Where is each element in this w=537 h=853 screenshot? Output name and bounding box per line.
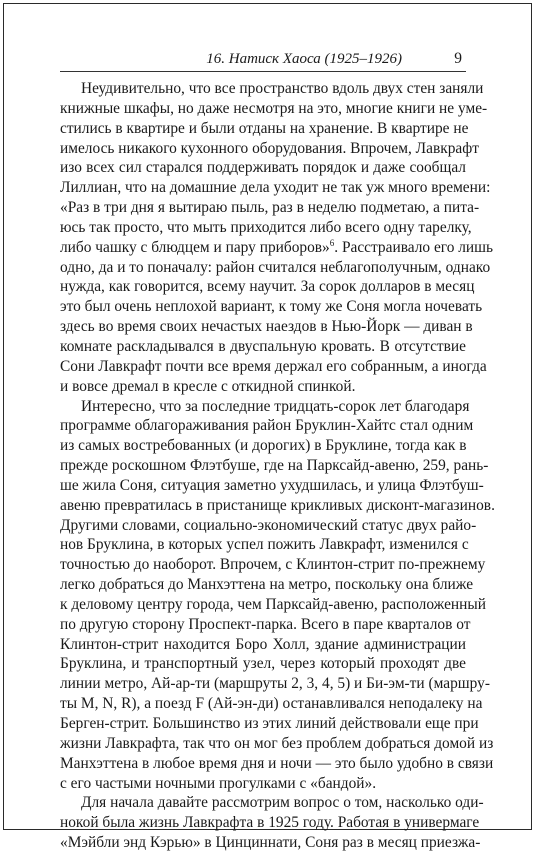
text-line: точностью до наоборот. Впрочем, с Клинтон-стрит по-прежнему bbox=[60, 556, 486, 574]
text-line: Сони Лавкрафт почти все время держал его собранным, а иногда bbox=[60, 357, 487, 375]
text-line: прежде роскошном Флэтбуше, где на Парксайд-авеню, 259, рань- bbox=[60, 457, 489, 475]
text-line: по другую сторону Проспект-парка. Всего в паре кварталов от bbox=[60, 615, 471, 633]
text-line: имелось никакого кухонного оборудования. Впрочем, Лавкрафт bbox=[60, 139, 479, 157]
text-line: Другими словами, социально-экономический статус двух райо- bbox=[60, 516, 477, 534]
text-line: жизни Лавкрафта, так что он мог без проблем добраться домой из bbox=[60, 734, 494, 752]
text-line: нов Бруклина, в которых успел пожить Лавкрафт, изменился с bbox=[60, 536, 469, 554]
text-line: комнате раскладывался в двуспальную кровать. В отсутствие bbox=[60, 337, 466, 355]
footnote-mark: 6 bbox=[329, 237, 335, 248]
text-line: «Мэйбли энд Кэрью» в Цинциннати, Соня раз в месяц приезжа- bbox=[60, 834, 481, 852]
text-line: Интересно, что за последние тридцать-сорок лет благодаря bbox=[81, 397, 470, 415]
text-line: стились в квартире и были отданы на хранение. В квартире не bbox=[60, 119, 469, 137]
text-line: это был очень неплохой вариант, к тому же Соня могла ночевать bbox=[60, 298, 483, 316]
text-fragment: . Расстраивало его лишь bbox=[334, 238, 494, 256]
running-header bbox=[60, 50, 466, 72]
text-line: нокой была жизнь Лавкрафта в 1925 году. Работая в универмаге bbox=[60, 814, 480, 832]
text-line: из самых востребованных (и дорогих) в Бруклине, тогда как в bbox=[60, 437, 467, 455]
text-line: юсь так просто, что мыть приходится либо всего одну тарелку, bbox=[60, 218, 472, 236]
text-line: авеню превратилась в пристанище крикливых дисконт-магазинов. bbox=[60, 496, 495, 514]
text-line: здесь во время своих нечастых наездов в Нью-Йорк — диван в bbox=[60, 318, 473, 336]
text-line: Манхэттена в любое время дня и ночи — это было удобно в связи bbox=[60, 754, 494, 772]
text-line: к деловому центру города, чем Парксайд-авеню, расположенный bbox=[60, 595, 486, 613]
text-line: Для начала давайте рассмотрим вопрос о том, насколько оди- bbox=[81, 794, 484, 812]
text-line: «Раз в три дня я вытираю пыль, раз в неделю подметаю, а пита- bbox=[60, 199, 480, 217]
text-line: одно, да и то поначалу: район считался неблагополучным, однако bbox=[60, 258, 491, 276]
text-line-with-footnote bbox=[60, 237, 494, 258]
text-line: нужда, как говорится, всему научит. За сорок долларов в месяц bbox=[60, 278, 475, 296]
text-fragment: либо чашку с блюдцем и пару приборов» bbox=[60, 238, 330, 256]
text-line: Бруклина, и транспортный узел, через который проходят две bbox=[60, 655, 466, 673]
text-line: Неудивительно, что все пространство вдоль двух стен заняли bbox=[81, 80, 484, 97]
text-line: линии метро, Ай-ар-ти (маршруты 2, 3, 4, 5) и Би-эм-ти (маршру- bbox=[60, 675, 490, 693]
running-title: 16. Натиск Хаоса (1925–1926) bbox=[206, 51, 402, 67]
text-line: Клинтон-стрит находится Боро Холл, здание администрации bbox=[60, 635, 466, 653]
text-line: программе облагораживания район Бруклин-Хайтс стал одним bbox=[60, 417, 474, 435]
text-line: Лиллиан, что на домашние дела уходит не так уж много времени: bbox=[60, 179, 491, 197]
text-line: и вовсе дремал в кресле с откидной спинкой. bbox=[60, 377, 356, 395]
page-number: 9 bbox=[454, 50, 462, 67]
text-line: ты M, N, R), а поезд F (Ай-эн-ди) останавливался неподалеку на bbox=[60, 695, 483, 713]
text-line: книжные шкафы, но даже несмотря на это, многие книги не уме- bbox=[60, 99, 488, 117]
text-line: ше жила Соня, ситуация заметно ухудшилась, и улица Флэтбуш- bbox=[60, 476, 484, 494]
text-line: Берген-стрит. Большинство из этих линий действовали еще при bbox=[60, 715, 479, 732]
text-line: изо всех сил старался поддерживать порядок и даже сообщал bbox=[60, 159, 466, 177]
text-line: с его частыми ночными прогулками с «бандой». bbox=[60, 774, 377, 792]
text-line: легко добраться до Манхэттена на метро, поскольку она ближе bbox=[60, 576, 474, 594]
body-text bbox=[60, 79, 495, 853]
